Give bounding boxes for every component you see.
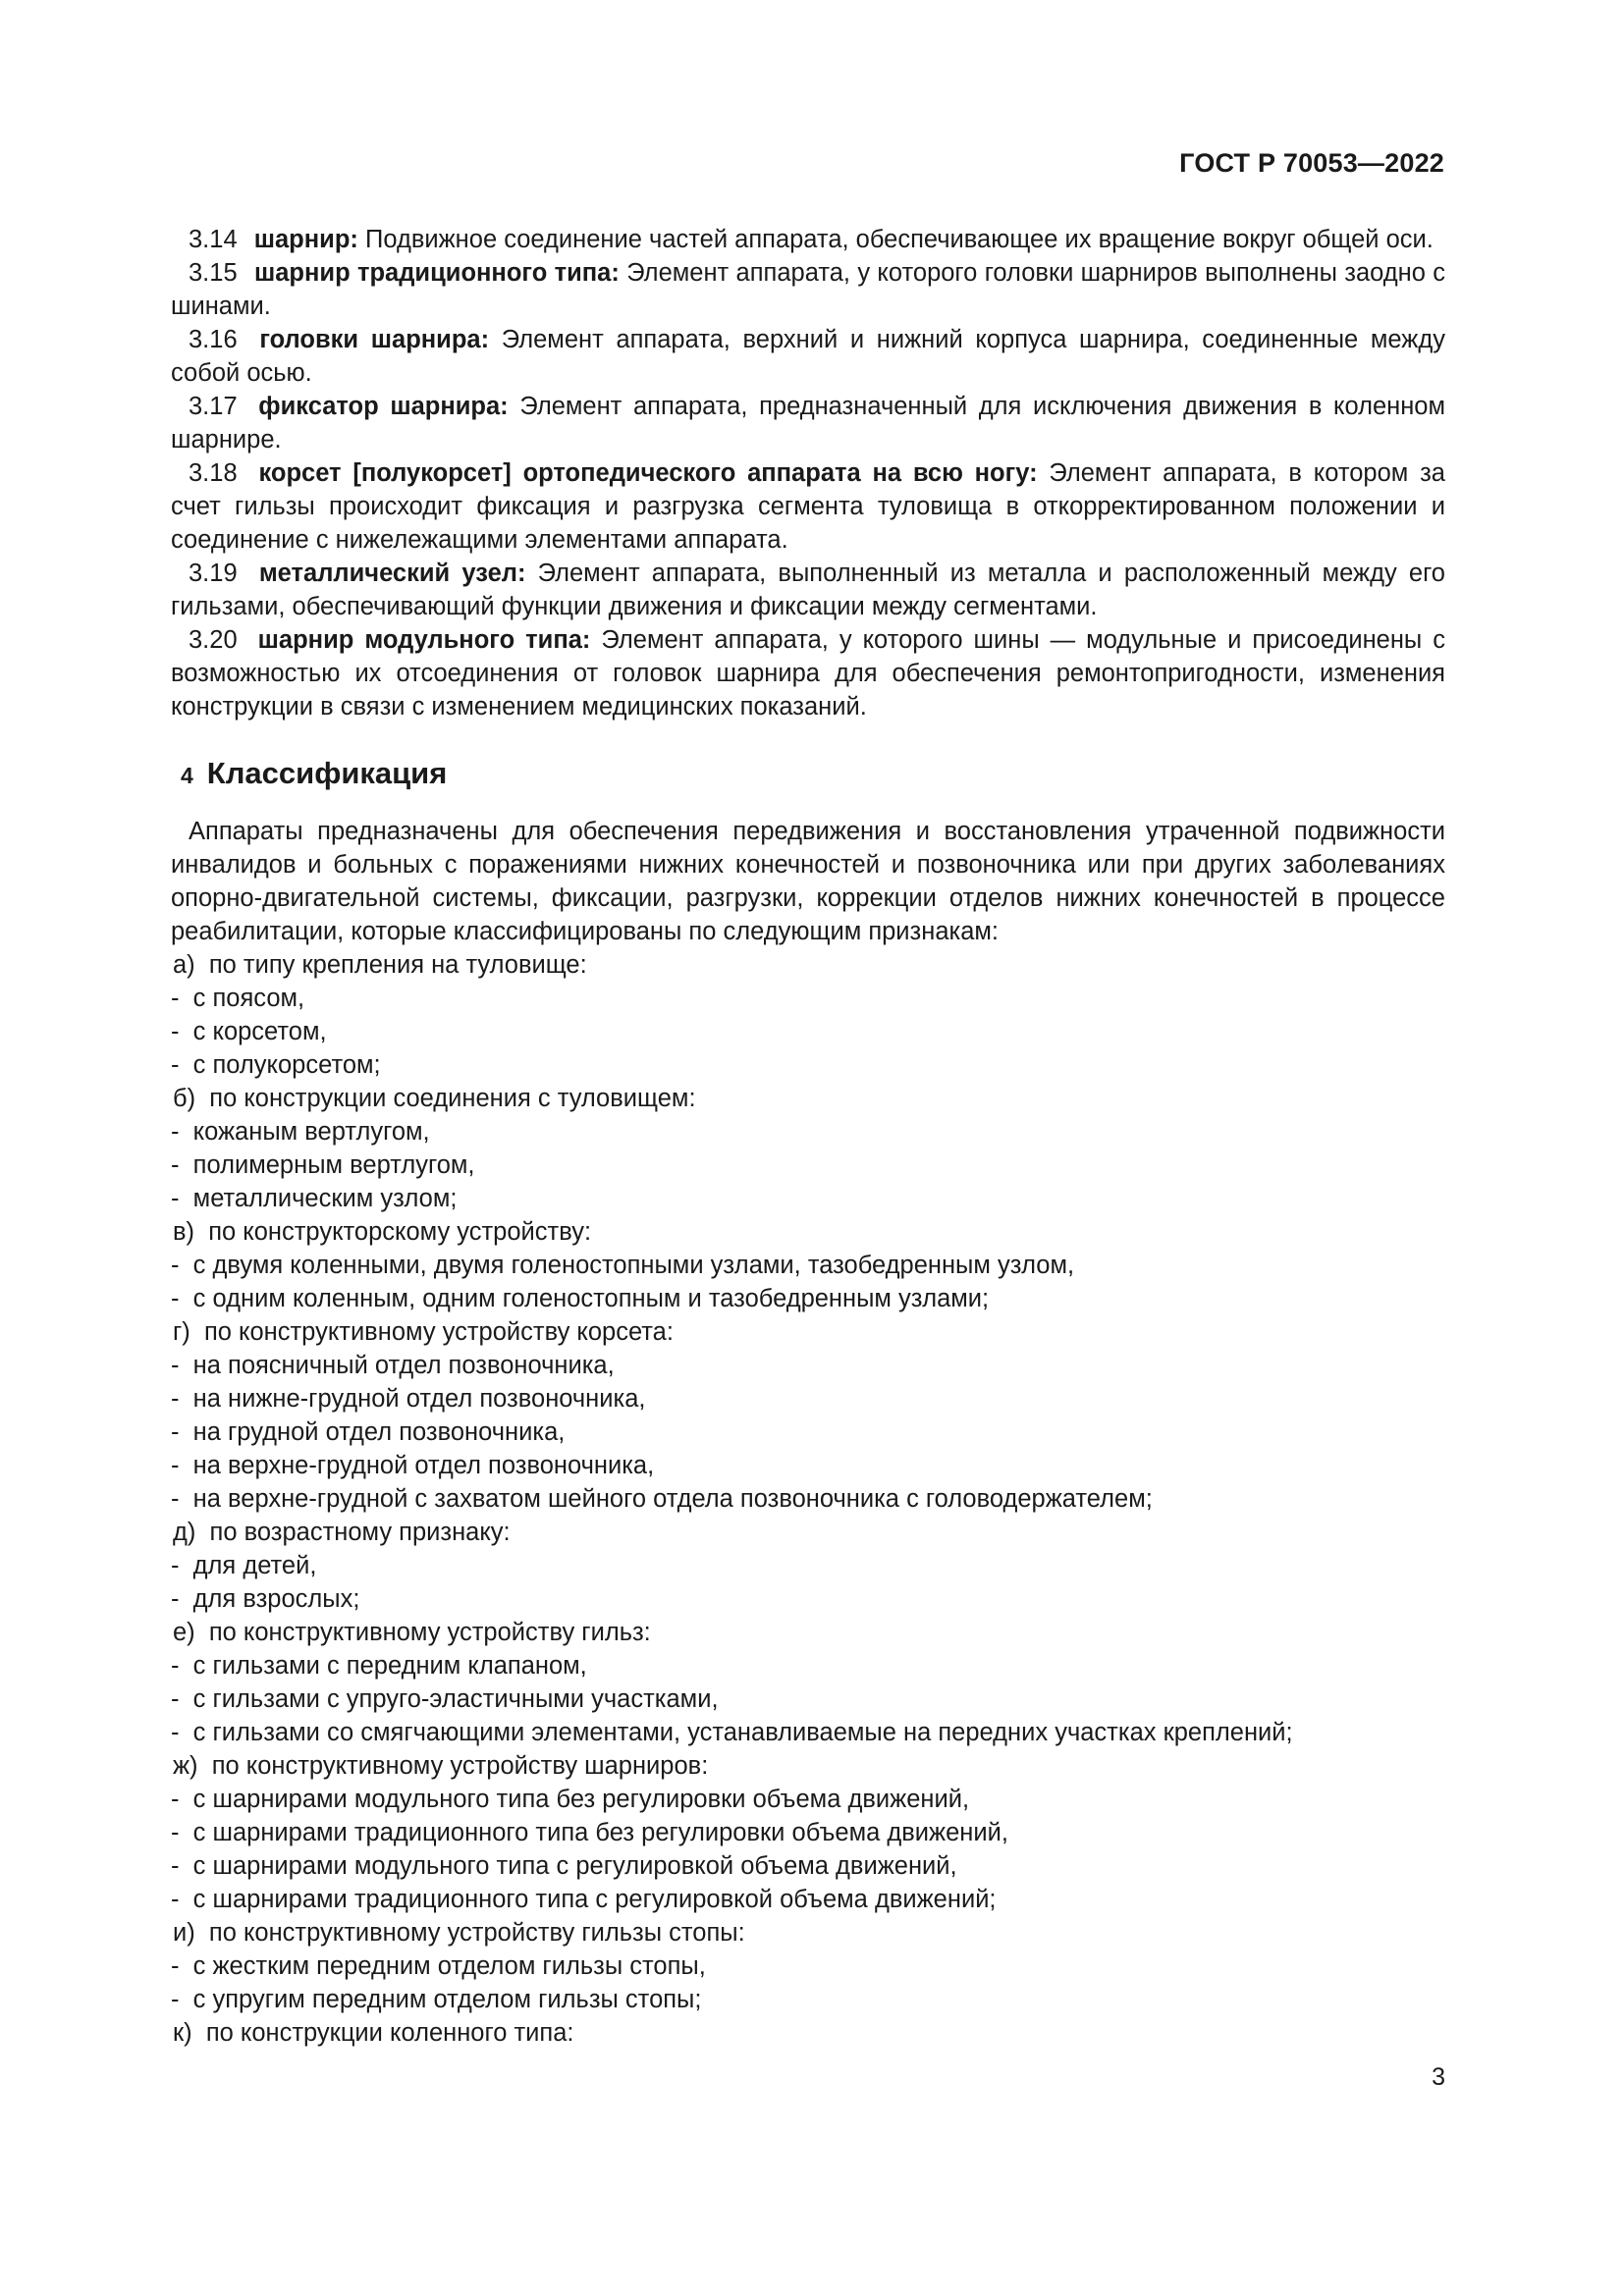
term-entry bbox=[171, 223, 1445, 256]
term-definition: Элемент аппарата, верхний и нижний корпуса шарнира, соединенные между собой осью. bbox=[171, 326, 1445, 387]
list-item: - на верхне-грудной с захватом шейного отдела позвоночника с головодержателем; bbox=[171, 1485, 1153, 1513]
classification-list bbox=[171, 948, 1445, 2050]
term-number: 3.17 bbox=[189, 393, 238, 420]
term-entry bbox=[171, 256, 1445, 323]
classification-category: г) по конструктивному устройству корсета: bbox=[173, 1318, 674, 1346]
list-item: - на грудной отдел позвоночника, bbox=[171, 1418, 566, 1446]
term-number: 3.14 bbox=[189, 226, 238, 253]
list-item: - для детей, bbox=[171, 1552, 317, 1579]
list-item: - с двумя коленными, двумя голеностопными узлами, тазобедренным узлом, bbox=[171, 1252, 1075, 1279]
term-number: 3.18 bbox=[189, 459, 238, 487]
term-entry bbox=[171, 456, 1445, 557]
list-item: - с шарнирами модульного типа с регулировкой объема движений, bbox=[171, 1852, 957, 1880]
list-item: - с жестким передним отделом гильзы стопы, bbox=[171, 1952, 706, 1980]
term-number: 3.15 bbox=[189, 259, 238, 287]
term-name: корсет [полукорсет] ортопедического аппарата на всю ногу: bbox=[258, 459, 1038, 487]
section-title: Классификация bbox=[206, 756, 448, 790]
list-item: - металлическим узлом; bbox=[171, 1185, 458, 1212]
term-definition: Элемент аппарата, выполненный из металла и расположенный между его гильзами, обеспечивающий функции движения и фиксации между сегментами. bbox=[171, 560, 1445, 620]
list-item: - с шарнирами традиционного типа без регулировки объема движений, bbox=[171, 1819, 1008, 1846]
list-item: - с упругим передним отделом гильзы стопы; bbox=[171, 1986, 702, 2013]
term-entry bbox=[171, 390, 1445, 456]
list-item: - для взрослых; bbox=[171, 1585, 360, 1613]
classification-category: д) по возрастному признаку: bbox=[173, 1519, 511, 1546]
term-name: шарнир модульного типа: bbox=[257, 626, 591, 654]
section-number: 4 bbox=[181, 763, 193, 788]
term-name: головки шарнира: bbox=[259, 326, 490, 353]
list-item: - на поясничный отдел позвоночника, bbox=[171, 1352, 615, 1379]
document-header: ГОСТ Р 70053—2022 bbox=[1179, 148, 1444, 178]
section-heading bbox=[171, 754, 1445, 795]
term-entry bbox=[171, 623, 1445, 723]
list-item: - с корсетом, bbox=[171, 1018, 327, 1045]
term-name: шарнир традиционного типа: bbox=[253, 259, 620, 287]
classification-category: ж) по конструктивному устройству шарниров: bbox=[173, 1752, 709, 1780]
list-item: - с гильзами с передним клапаном, bbox=[171, 1652, 587, 1680]
list-item: - с гильзами с упруго-эластичными участками, bbox=[171, 1685, 719, 1713]
classification-category: б) по конструкции соединения с туловищем: bbox=[173, 1085, 696, 1112]
term-name: фиксатор шарнира: bbox=[258, 393, 509, 420]
page-number: 3 bbox=[1432, 2063, 1445, 2091]
list-item: - с шарнирами модульного типа без регулировки объема движений, bbox=[171, 1786, 970, 1813]
classification-category: и) по конструктивному устройству гильзы стопы: bbox=[173, 1919, 745, 1947]
term-number: 3.19 bbox=[189, 560, 238, 587]
list-item: - полимерным вертлугом, bbox=[171, 1151, 475, 1179]
list-item: - с поясом, bbox=[171, 985, 305, 1012]
list-item: - с гильзами со смягчающими элементами, устанавливаемые на передних участках креплений; bbox=[171, 1719, 1293, 1746]
term-definition: Элемент аппарата, в котором за счет гильзы происходит фиксация и разгрузка сегмента туловища в откорректированном положении и соединение с нижележащими элементами аппарата. bbox=[171, 459, 1445, 554]
list-item: - с одним коленным, одним голеностопным и тазобедренным узлами; bbox=[171, 1285, 990, 1312]
list-item: - на верхне-грудной отдел позвоночника, bbox=[171, 1452, 655, 1479]
classification-category: к) по конструкции коленного типа: bbox=[173, 2019, 574, 2047]
terms-list bbox=[171, 223, 1445, 723]
term-entry bbox=[171, 557, 1445, 623]
list-item: - с полукорсетом; bbox=[171, 1051, 381, 1079]
term-definition: Подвижное соединение частей аппарата, обеспечивающее их вращение вокруг общей оси. bbox=[365, 226, 1434, 253]
term-name: металлический узел: bbox=[258, 560, 526, 587]
term-number: 3.16 bbox=[189, 326, 238, 353]
list-item: - на нижне-грудной отдел позвоночника, bbox=[171, 1385, 646, 1413]
term-name: шарнир: bbox=[253, 226, 358, 253]
classification-category: а) по типу крепления на туловище: bbox=[173, 951, 587, 979]
classification-category: е) по конструктивному устройству гильз: bbox=[173, 1619, 651, 1646]
document-body bbox=[171, 223, 1445, 2050]
term-number: 3.20 bbox=[189, 626, 238, 654]
term-definition: Элемент аппарата, предназначенный для исключения движения в коленном шарнире. bbox=[171, 393, 1446, 454]
list-item: - кожаным вертлугом, bbox=[171, 1118, 430, 1146]
list-item: - с шарнирами традиционного типа с регулировкой объема движений; bbox=[171, 1886, 997, 1913]
term-definition: Элемент аппарата, у которого шины — модульные и присоединены с возможностью их отсоединения от головок шарнира для обеспечения ремонтопригодности, изменения конструкции в связи с изменением медицинских показаний. bbox=[171, 626, 1446, 721]
term-entry bbox=[171, 323, 1445, 390]
classification-category: в) по конструкторскому устройству: bbox=[173, 1218, 592, 1246]
section-intro: Аппараты предназначены для обеспечения передвижения и восстановления утраченной подвижности инвалидов и больных с поражениями нижних конечностей и позвоночника или при других заболеваниях опорно-двигательной системы, фиксации, разгрузки, коррекции отделов нижних конечностей в процессе реабилитации, которые классифицированы по следующим признакам: bbox=[171, 818, 1445, 945]
term-definition: Элемент аппарата, у которого головки шарниров выполнены заодно с шинами. bbox=[171, 259, 1445, 320]
